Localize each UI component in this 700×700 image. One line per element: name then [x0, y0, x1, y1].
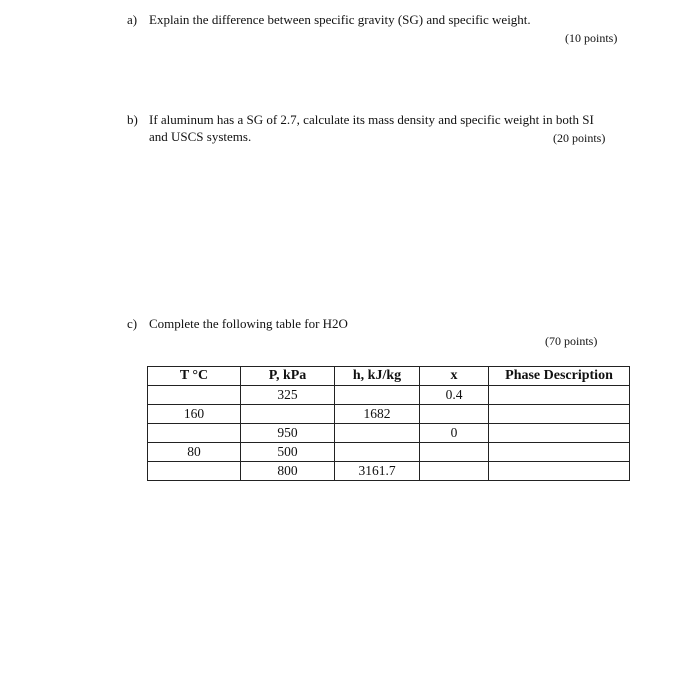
question-b-letter: b) [127, 112, 138, 127]
question-b-points: (20 points) [553, 131, 606, 145]
cell-enthalpy [335, 424, 420, 443]
question-b-line1: If aluminum has a SG of 2.7, calculate its mass density and specific weight in both SI [149, 112, 594, 127]
question-a [127, 12, 587, 28]
header-enthalpy: h, kJ/kg [335, 367, 420, 386]
cell-enthalpy: 1682 [335, 405, 420, 424]
question-c-letter: c) [127, 316, 138, 331]
cell-phase-description [489, 462, 630, 481]
h2o-properties-table [147, 366, 630, 481]
table-row [148, 443, 630, 462]
question-c-points: (70 points) [545, 334, 598, 348]
header-pressure: P, kPa [241, 367, 335, 386]
cell-phase-description [489, 405, 630, 424]
cell-phase-description [489, 386, 630, 405]
cell-temperature: 160 [148, 405, 241, 424]
cell-temperature: 80 [148, 443, 241, 462]
cell-enthalpy [335, 443, 420, 462]
header-quality: x [420, 367, 489, 386]
table-row [148, 405, 630, 424]
cell-pressure: 500 [241, 443, 335, 462]
cell-enthalpy [335, 386, 420, 405]
cell-pressure: 950 [241, 424, 335, 443]
cell-quality: 0.4 [420, 386, 489, 405]
header-phase-description: Phase Description [489, 367, 630, 386]
cell-quality: 0 [420, 424, 489, 443]
question-a-points: (10 points) [565, 31, 618, 45]
question-c [127, 316, 387, 332]
question-a-text: Explain the difference between specific gravity (SG) and specific weight. [149, 12, 531, 27]
cell-pressure: 325 [241, 386, 335, 405]
question-a-letter: a) [127, 12, 138, 27]
table-row [148, 424, 630, 443]
question-b-line2: and USCS systems. [149, 129, 252, 144]
cell-pressure: 800 [241, 462, 335, 481]
cell-quality [420, 443, 489, 462]
cell-phase-description [489, 443, 630, 462]
cell-enthalpy: 3161.7 [335, 462, 420, 481]
cell-temperature [148, 424, 241, 443]
table-header-row [148, 367, 630, 386]
question-c-text: Complete the following table for H2O [149, 316, 348, 331]
cell-quality [420, 462, 489, 481]
cell-quality [420, 405, 489, 424]
header-temperature: T °C [148, 367, 241, 386]
table-row [148, 386, 630, 405]
cell-phase-description [489, 424, 630, 443]
cell-temperature [148, 386, 241, 405]
cell-pressure [241, 405, 335, 424]
cell-temperature [148, 462, 241, 481]
table-row [148, 462, 630, 481]
